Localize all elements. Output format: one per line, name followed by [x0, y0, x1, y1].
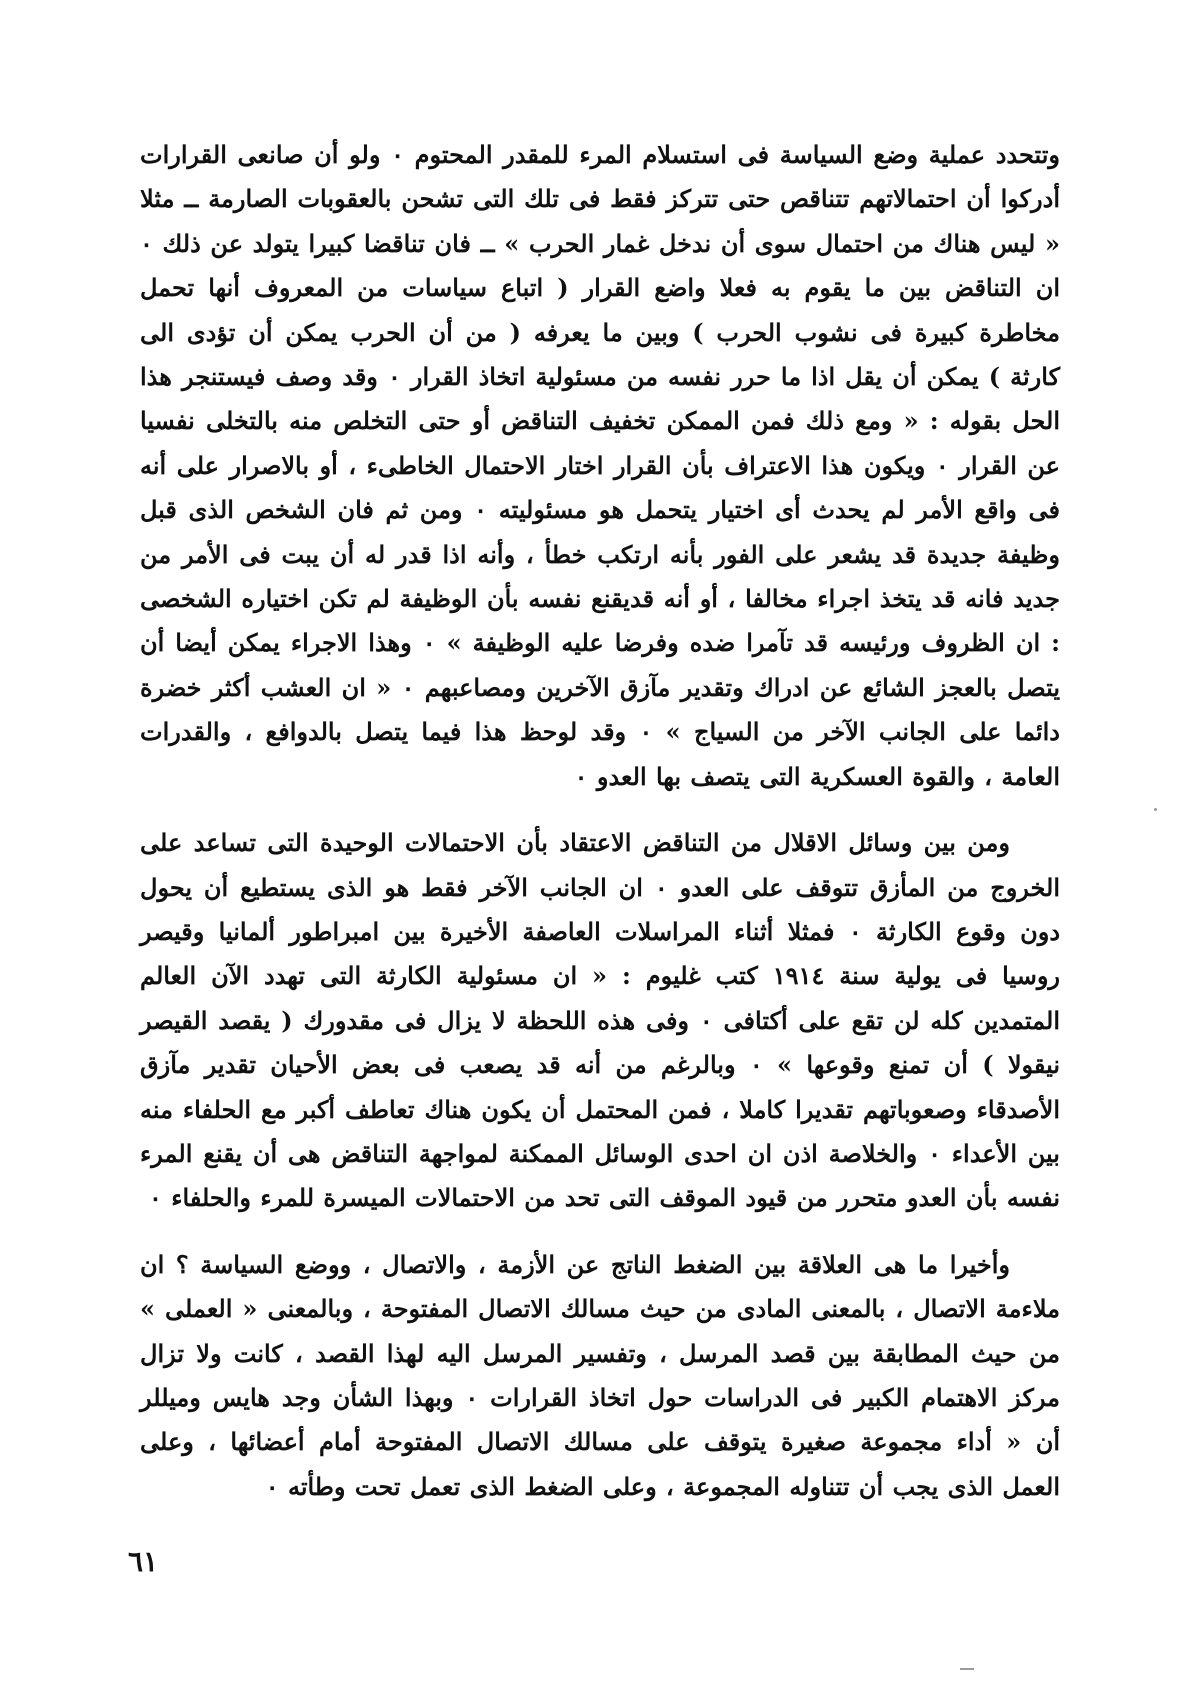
paragraph-1: وتتحدد عملية وضع السياسة فى استسلام المرء للمقدر المحتوم ٠ ولو أن صانعى القرارات أدركوا أن احتمالاتهم تتناقص حتى تتركز فقط فى تلك التى تشحن بالعقوبات الصارمة ــ مثلا « ليس هناك من احتمال سوى أن ندخل غمار الحرب » ــ فان تناقضا كبيرا يتولد عن ذلك ٠ ان التناقض بين ما يقوم به فعلا واضع القرار ( اتباع سياسات من المعروف أنها تحمل مخاطرة كبيرة فى نشوب الحرب ) وبين ما يعرفه ( من أن الحرب يمكن أن تؤدى الى كارثة ) يمكن أن يقل اذا ما حرر نفسه من مسئولية اتخاذ القرار ٠ وقد وصف فيستنجر هذا الحل بقوله : « ومع ذلك فمن الممكن تخفيف التناقض أو حتى التخلص منه بالتخلى نفسيا عن القرار ٠ ويكون هذا الاعتراف بأن القرار اختار الاحتمال الخاطىء ، أو بالاصرار على أنه فى واقع الأمر لم يحدث أى اختيار يتحمل هو مسئوليته ٠ ومن ثم فان الشخص الذى قبل وظيفة جديدة قد يشعر على الفور بأنه ارتكب خطأ ، وأنه اذا قدر له أن يبت فى الأمر من جديد فانه قد يتخذ اجراء مخالفا ، أو أنه قديقنع نفسه بأن الوظيفة لم تكن اختياره الشخصى : ان الظروف ورئيسه قد تآمرا ضده وفرضا عليه الوظيفة » ٠ وهذا الاجراء يمكن أيضا أن يتصل بالعجز الشائع عن ادراك وتقدير مآزق الآخرين ومصاعبهم ٠ « ان العشب أكثر خضرة دائما على الجانب الآخر من السياج » ٠ وقد لوحظ هذا فيما يتصل بالدوافع ، والقدرات العامة ، والقوة العسكرية التى يتصف بها العدو ٠: [140, 140, 1061, 791]
paragraph-3: وأخيرا ما هى العلاقة بين الضغط الناتج عن الأزمة ، والاتصال ، ووضع السياسة ؟ ان ملاءمة الاتصال ، بالمعنى المادى من حيث مسالك الاتصال المفتوحة ، وبالمعنى « العملى » من حيث المطابقة بين قصد المرسل ، وتفسير المرسل اليه لهذا القصد ، كانت ولا تزال مركز الاهتمام الكبير فى الدراسات حول اتخاذ القرارات ٠ وبهذا الشأن وجد هايس وميللر أن « أداء مجموعة صغيرة يتوقف على مسالك الاتصال المفتوحة أمام أعضائها ، وعلى العمل الذى يجب أن تتناوله المجموعة ، وعلى الضغط الذى تعمل تحت وطأته ٠: [140, 1249, 1061, 1501]
paragraph-2: ومن بين وسائل الاقلال من التناقض الاعتقاد بأن الاحتمالات الوحيدة التى تساعد على الخروج من المأزق تتوقف على العدو ٠ ان الجانب الآخر فقط هو الذى يستطيع أن يحول دون وقوع الكارثة ٠ فمثلا أثناء المراسلات العاصفة الأخيرة بين امبراطور ألمانيا وقيصر روسيا فى يولية سنة ١٩١٤ كتب غليوم : « ان مسئولية الكارثة التى تهدد الآن العالم المتمدين كله لن تقع على أكتافى ٠ وفى هذه اللحظة لا يزال فى مقدورك ( يقصد القيصر نيقولا ) أن تمنع وقوعها » ٠ وبالرغم من أنه قد يصعب فى بعض الأحيان تقدير مآزق الأصدقاء وصعوباتهم تقديرا كاملا ، فمن المحتمل أن يكون هناك تعاطف أكبر مع الحلفاء منه بين الأعداء ٠ والخلاصة اذن ان احدى الوسائل الممكنة لمواجهة التناقض هى أن يقنع المرء نفسه بأن العدو متحرر من قيود الموقف التى تحد من الاحتمالات الميسرة للمرء والحلفاء ٠: [140, 828, 1061, 1213]
scan-speck: [960, 1668, 974, 1670]
page-number: ٦١: [128, 1545, 159, 1578]
scan-speck: [1154, 808, 1157, 811]
body-text: [140, 133, 1060, 1509]
